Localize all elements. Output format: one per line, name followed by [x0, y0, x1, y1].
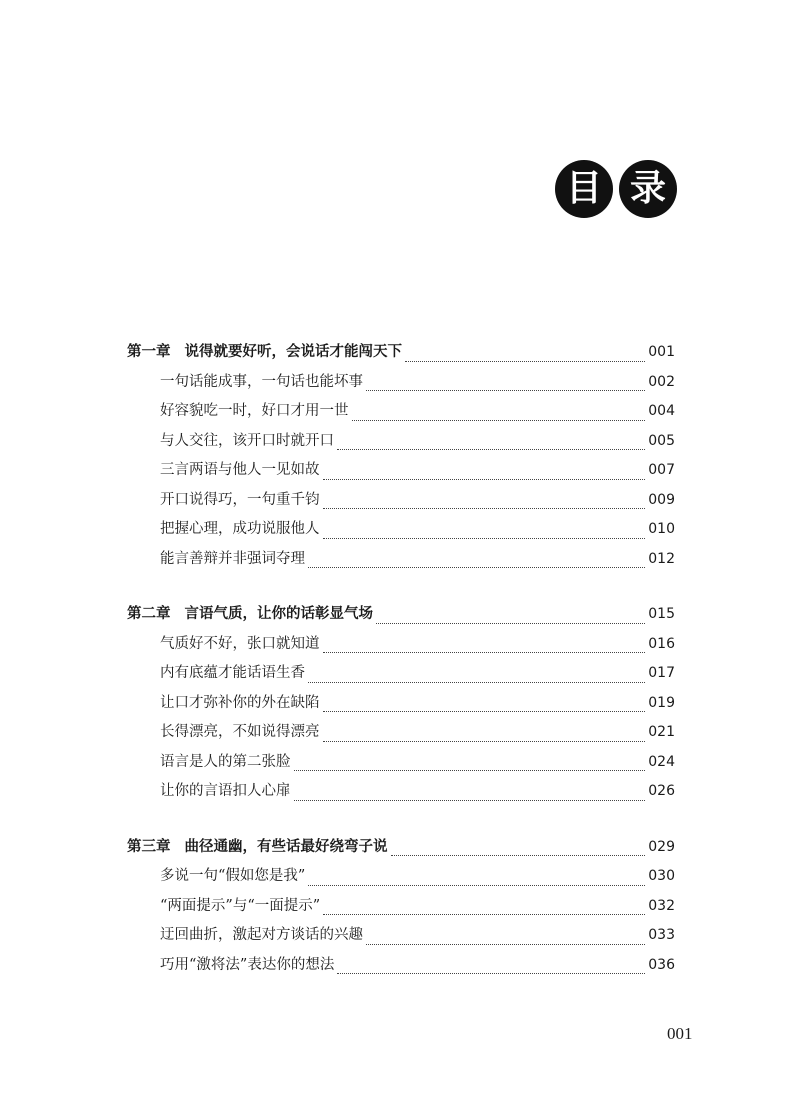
toc-title: [555, 160, 677, 218]
section-title: 迂回曲折，激起对方谈话的兴趣: [160, 927, 363, 943]
section-title: “两面提示”与“一面提示”: [160, 897, 321, 914]
toc-entry[interactable]: [127, 429, 675, 459]
section-title: 把握心理，成功说服他人: [160, 521, 320, 537]
chapter-number: 第三章: [127, 838, 171, 855]
toc-entry[interactable]: [127, 399, 675, 429]
chapter-block: [127, 602, 675, 809]
section-page: 033: [648, 927, 675, 943]
section-title: 与人交往，该开口时就开口: [160, 432, 334, 449]
page-number: 001: [667, 1024, 693, 1043]
chapter-block: [127, 835, 675, 983]
section-title: 气质好不好，张口就知道: [160, 635, 320, 652]
toc-entry[interactable]: [127, 547, 675, 577]
section-title: 内有底蕴才能话语生香: [160, 665, 305, 681]
toc-entry[interactable]: [127, 458, 675, 488]
section-page: 026: [648, 783, 675, 799]
chapter-heading[interactable]: [127, 340, 675, 370]
section-page: 019: [648, 694, 675, 711]
section-title: 开口说得巧，一句重千钧: [160, 491, 320, 508]
dot-leader: [366, 943, 645, 945]
toc-entry[interactable]: [127, 370, 675, 400]
dot-leader: [323, 507, 646, 509]
toc-entry[interactable]: [127, 779, 675, 809]
dot-leader: [308, 566, 645, 568]
chapter-page: 015: [648, 606, 675, 622]
chapter-heading[interactable]: [127, 835, 675, 865]
toc-entry[interactable]: [127, 488, 675, 518]
dot-leader: [323, 740, 646, 742]
section-page: 004: [648, 403, 675, 419]
dot-leader: [337, 448, 645, 450]
dot-leader: [294, 799, 646, 801]
section-page: 021: [648, 724, 675, 740]
dot-leader: [323, 913, 645, 915]
section-title: 让口才弥补你的外在缺陷: [160, 694, 320, 711]
section-title: 长得漂亮，不如说得漂亮: [160, 724, 320, 740]
dot-leader: [323, 710, 646, 712]
section-page: 017: [648, 665, 675, 681]
chapter-title: 曲径通幽，有些话最好绕弯子说: [184, 838, 388, 855]
section-page: 036: [648, 956, 675, 973]
dot-leader: [337, 972, 645, 974]
chapter-number: 第二章: [127, 606, 171, 622]
section-page: 016: [648, 635, 675, 652]
toc-entry[interactable]: [127, 864, 675, 894]
section-page: 024: [648, 753, 675, 770]
chapter-title: 说得就要好听，会说话才能闯天下: [184, 344, 402, 360]
title-char-lu: 录: [619, 160, 677, 218]
dot-leader: [405, 360, 645, 362]
section-page: 012: [648, 550, 675, 567]
section-page: 010: [648, 521, 675, 537]
section-page: 009: [648, 491, 675, 508]
section-title: 三言两语与他人一见如故: [160, 462, 320, 478]
toc-entry[interactable]: [127, 661, 675, 691]
section-title: 能言善辩并非强词夺理: [160, 550, 305, 567]
section-page: 002: [648, 373, 675, 390]
toc-entry[interactable]: [127, 750, 675, 780]
dot-leader: [323, 651, 646, 653]
dot-leader: [323, 537, 646, 539]
dot-leader: [308, 884, 645, 886]
dot-leader: [391, 854, 646, 856]
section-page: 007: [648, 462, 675, 478]
dot-leader: [294, 769, 646, 771]
chapter-page: 029: [648, 838, 675, 855]
section-page: 005: [648, 432, 675, 449]
section-page: 030: [648, 868, 675, 884]
section-title: 一句话能成事，一句话也能坏事: [160, 373, 363, 390]
dot-leader: [376, 622, 645, 624]
toc-entry[interactable]: [127, 953, 675, 983]
dot-leader: [308, 681, 645, 683]
dot-leader: [323, 478, 646, 480]
toc-entry[interactable]: [127, 894, 675, 924]
section-title: 让你的言语扣人心扉: [160, 783, 291, 799]
chapter-number: 第一章: [127, 344, 171, 360]
toc-entry[interactable]: [127, 691, 675, 721]
section-title: 好容貌吃一时，好口才用一世: [160, 403, 349, 419]
dot-leader: [366, 389, 645, 391]
section-page: 032: [648, 897, 675, 914]
toc-entry[interactable]: [127, 632, 675, 662]
toc-entry[interactable]: [127, 517, 675, 547]
table-of-contents: [127, 340, 675, 1008]
title-char-mu: 目: [555, 160, 613, 218]
chapter-title: 言语气质，让你的话彰显气场: [184, 606, 373, 622]
chapter-heading[interactable]: [127, 602, 675, 632]
dot-leader: [352, 419, 646, 421]
section-title: 语言是人的第二张脸: [160, 753, 291, 770]
chapter-page: 001: [648, 344, 675, 360]
section-title: 多说一句“假如您是我”: [160, 868, 306, 884]
toc-entry[interactable]: [127, 923, 675, 953]
toc-entry[interactable]: [127, 720, 675, 750]
section-title: 巧用“激将法”表达你的想法: [160, 956, 335, 973]
chapter-block: [127, 340, 675, 576]
